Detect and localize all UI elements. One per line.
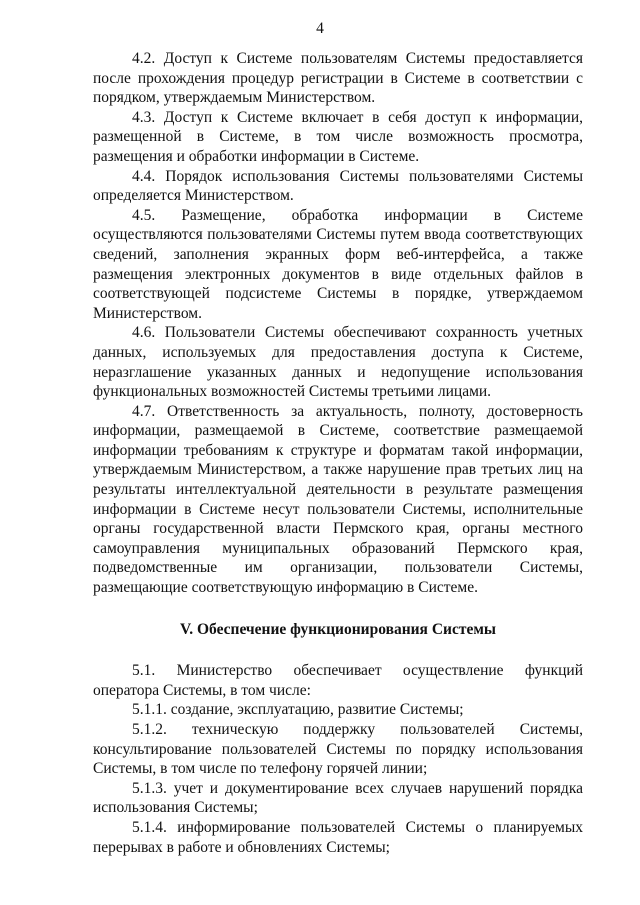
- paragraph-5-1-3: 5.1.3. учет и документирование всех случаев нарушений порядка использования Системы;: [93, 779, 583, 817]
- paragraph-5-1-2: 5.1.2. техническую поддержку пользователей Системы, консультирование пользователей Системы по порядку использования Системы, в том числе по телефону горячей линии;: [93, 721, 583, 778]
- paragraph-4-5: 4.5. Размещение, обработка информации в Системе осуществляются пользователями Системы путем ввода соответствующих сведений, заполнения экранных форм веб-интерфейса, а также размещения электронных документов в виде отдельных файлов в соответствующей подсистеме Системы в порядке, утверждаемом Министерством.: [93, 206, 583, 322]
- paragraph-4-2: 4.2. Доступ к Системе пользователям Системы предоставляется после прохождения процедур регистрации в Системе в соответствии с порядком, утверждаемым Министерством.: [93, 50, 583, 107]
- paragraph-4-6: 4.6. Пользователи Системы обеспечивают сохранность учетных данных, используемых для предоставления доступа к Системе, неразглашение указанных данных и недопущение использования функциональных возможностей Системы третьими лицами.: [93, 324, 583, 401]
- paragraph-4-4: 4.4. Порядок использования Системы пользователями Системы определяется Министерством.: [93, 167, 583, 205]
- paragraph-5-1-1: 5.1.1. создание, эксплуатацию, развитие Системы;: [132, 701, 464, 719]
- paragraph-4-3: 4.3. Доступ к Системе включает в себя доступ к информации, размещенной в Системе, в том числе возможность просмотра, размещения и обработки информации в Системе.: [93, 108, 583, 165]
- paragraph-5-1: 5.1. Министерство обеспечивает осуществление функций оператора Системы, в том числе:: [93, 662, 583, 699]
- page-number: 4: [316, 20, 324, 37]
- paragraph-5-1-4: 5.1.4. информирование пользователей Системы о планируемых перерывах в работе и обновлениях Системы;: [93, 818, 583, 856]
- section-heading: V. Обеспечение функционирования Системы: [180, 620, 496, 638]
- document-body: [93, 49, 583, 857]
- paragraph-4-7: 4.7. Ответственность за актуальность, полноту, достоверность информации, размещаемой в Системе, соответствие размещаемой информации требованиям к структуре и форматам такой информации, утверждаемым Министерством, а также нарушение прав третьих лиц на результаты интеллектуальной деятельности в результате размещения информации в Системе несут пользователи Системы, исполнительные органы государственной власти Пермского края, органы местного самоуправления муниципальных образований Пермского края, подведомственные им организации, пользователи Системы, размещающие соответствующую информацию в Системе.: [93, 402, 583, 597]
